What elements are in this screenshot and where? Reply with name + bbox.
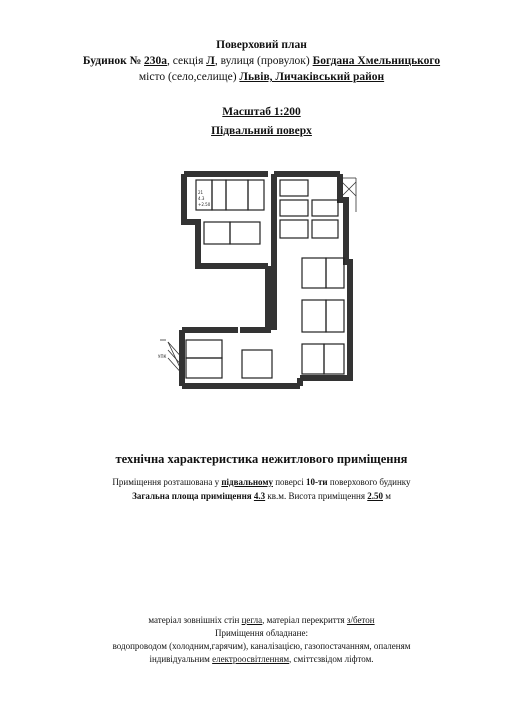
height-unit: м <box>385 491 391 501</box>
area-line <box>0 491 523 501</box>
scale-label: Масштаб 1:200 <box>222 106 301 118</box>
building-prefix: Будинок <box>82 55 127 67</box>
storeys-count: 10-ти <box>306 477 328 487</box>
number-sign: № <box>129 55 142 67</box>
street-value: Богдана Хмельницького <box>312 55 441 67</box>
location-line <box>0 477 523 487</box>
section-label: , секція <box>167 55 204 67</box>
ceiling-value: з/бетон <box>346 615 375 625</box>
document-title: Поверховий план <box>216 39 307 51</box>
building-number: 230а <box>144 55 168 67</box>
walls-prefix: матеріал зовнішніх стін <box>148 615 240 625</box>
height-value: 2.50 <box>367 491 383 501</box>
equipped-line: Приміщення обладнане: <box>214 628 308 638</box>
floor-label: Підвальний поверх <box>211 125 312 137</box>
street-label: , вулиця (провулок) <box>214 55 310 67</box>
ceiling-prefix: , матеріал перекриття <box>262 615 345 625</box>
area-unit: кв.м. Висота приміщення <box>267 491 365 501</box>
walls-value: цегла <box>241 615 263 625</box>
section-value: Л <box>206 55 215 67</box>
characteristics-heading: технічна характеристика нежитлового приміщення <box>115 452 408 466</box>
city-value: Львів, Личаківський район <box>239 71 385 83</box>
location-prefix: Приміщення розташована у <box>112 477 220 487</box>
city-label: місто (село,селище) <box>138 71 237 83</box>
area-value: 4.3 <box>253 491 266 501</box>
room-height-label: +2.50 <box>198 202 211 207</box>
location-floor: підвальному <box>221 477 273 487</box>
room-number-label: 21 <box>198 190 204 195</box>
stair-mark-label: УПК <box>158 354 167 359</box>
line4-prefix: індивідуальним <box>149 654 210 664</box>
area-prefix: Загальна площа приміщення <box>132 491 252 501</box>
location-mid: поверсі <box>275 477 304 487</box>
utilities-line-2 <box>0 654 523 664</box>
location-suffix: поверхового будинку <box>329 477 411 487</box>
materials-line <box>0 615 523 625</box>
line4-suffix: , сміттєзвідом ліфтом. <box>289 654 374 664</box>
line4-electric: електроосвітленням <box>212 654 290 664</box>
room-area-label: 4.3 <box>198 196 205 201</box>
utilities-line: водопроводом (холодним,гарячим), каналізацією, газопостачанням, опаленям <box>112 641 411 651</box>
